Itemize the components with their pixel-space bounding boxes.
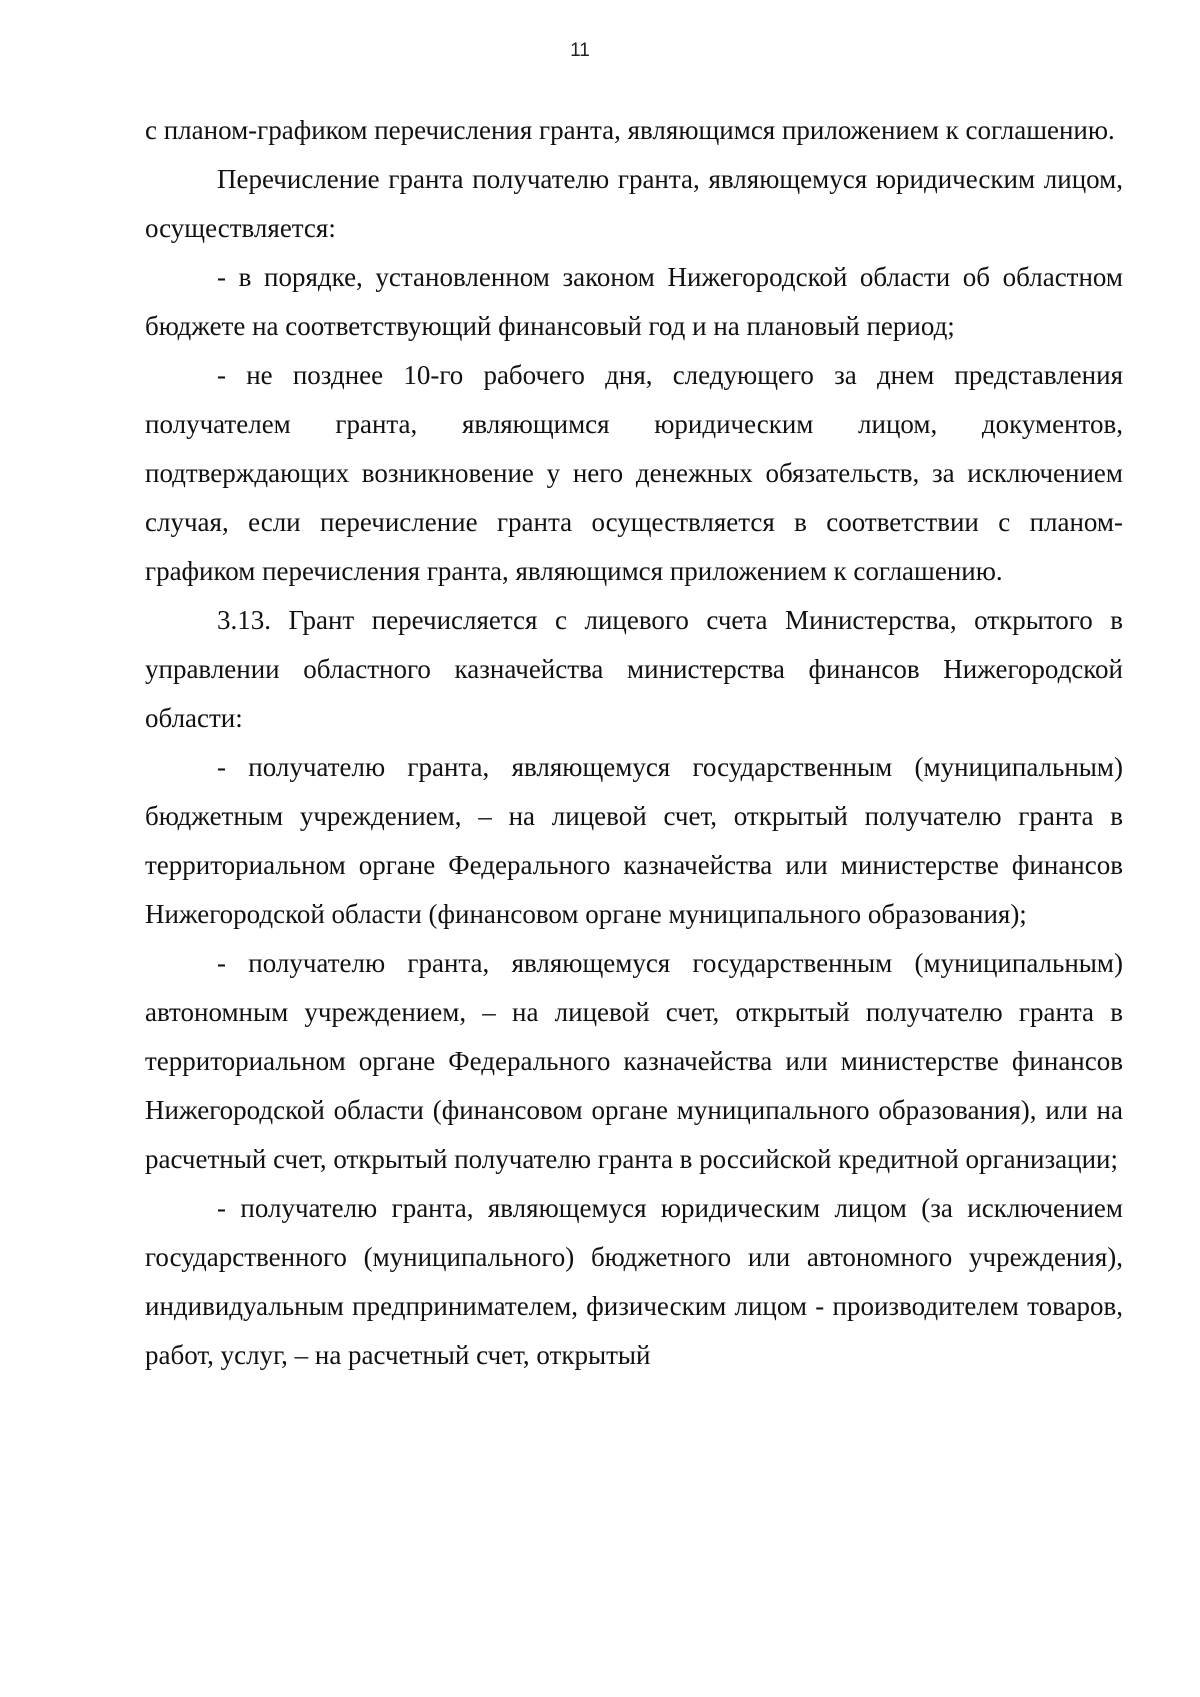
document-body: [145, 106, 1123, 1380]
page-number: 11: [570, 40, 590, 61]
paragraph: 3.13. Грант перечисляется с лицевого счета Министерства, открытого в управлении областного казначейства министерства финансов Нижегородской области:: [145, 605, 1123, 733]
paragraph: - получателю гранта, являющемуся юридическим лицом (за исключением государственного (муниципального) бюджетного или автономного учреждения), индивидуальным предпринимателем, физическим лицом - производителем товаров, работ, услуг, – на расчетный счет, открытый: [145, 1193, 1123, 1370]
paragraph: - получателю гранта, являющемуся государственным (муниципальным) автономным учреждением, – на лицевой счет, открытый получателю гранта в территориальном органе Федерального казначейства или министерстве финансов Нижегородской области (финансовом органе муниципального образования), или на расчетный счет, открытый получателю гранта в российской кредитной организации;: [145, 948, 1123, 1174]
paragraph: - не позднее 10-го рабочего дня, следующего за днем представления получателем гранта, являющимся юридическим лицом, документов, подтверждающих возникновение у него денежных обязательств, за исключением случая, если перечисление гранта осуществляется в соответствии с планом-графиком перечисления гранта, являющимся приложением к соглашению.: [145, 360, 1123, 586]
paragraph: - в порядке, установленном законом Нижегородской области об областном бюджете на соответствующий финансовый год и на плановый период;: [145, 262, 1123, 341]
paragraph: - получателю гранта, являющемуся государственным (муниципальным) бюджетным учреждением, – на лицевой счет, открытый получателю гранта в территориальном органе Федерального казначейства или министерстве финансов Нижегородской области (финансовом органе муниципального образования);: [145, 752, 1123, 929]
paragraph: Перечисление гранта получателю гранта, являющемуся юридическим лицом, осуществляется:: [145, 164, 1123, 243]
paragraph: с планом-графиком перечисления гранта, являющимся приложением к соглашению.: [145, 115, 1115, 145]
